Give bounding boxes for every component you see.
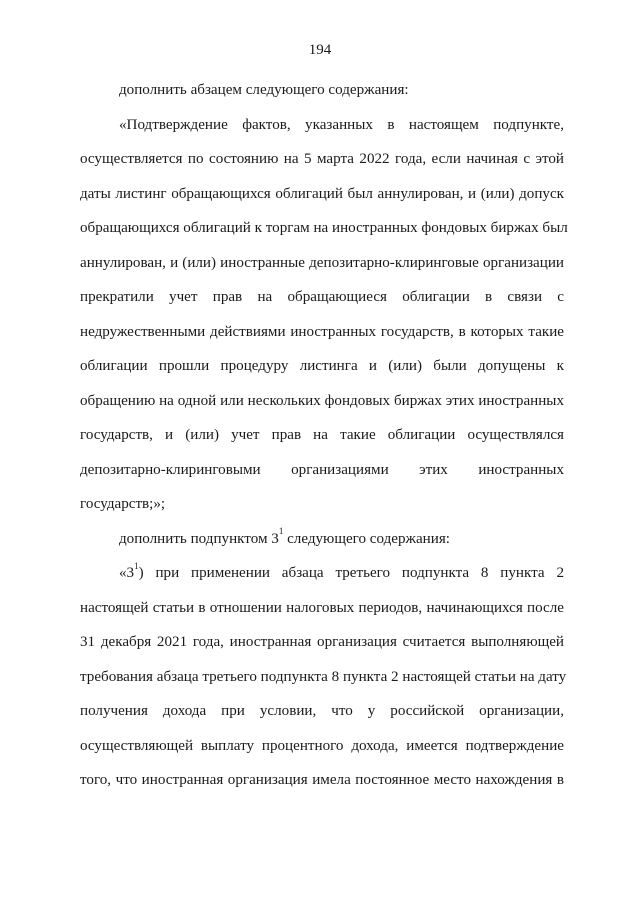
text-line: 31 декабря 2021 года, иностранная организация считается выполняющей bbox=[80, 634, 564, 650]
text-line: настоящей статьи в отношении налоговых периодов, начинающихся после bbox=[80, 599, 564, 616]
text-line: осуществляющей выплату процентного дохода, имеется подтверждение bbox=[80, 737, 564, 754]
text-line: осуществляется по состоянию на 5 марта 2022 года, если начиная с этой bbox=[80, 151, 564, 167]
text-segment: ) при применении абзаца третьего подпункта 8 пункта 2 bbox=[138, 565, 564, 581]
text-line: прекратили учет прав на обращающиеся облигации в связи с bbox=[80, 289, 564, 305]
text-line: обращающихся облигаций к торгам на иностранных фондовых биржах был bbox=[80, 220, 568, 236]
text-line: депозитарно-клиринговыми организациями этих иностранных bbox=[80, 461, 564, 478]
text-line: государств;»; bbox=[80, 496, 166, 512]
text-line: требования абзаца третьего подпункта 8 пункта 2 настоящей статьи на дату bbox=[80, 668, 567, 685]
text-line: получения дохода при условии, что у российской организации, bbox=[80, 703, 564, 719]
text-line: «Подтверждение фактов, указанных в настоящем подпункте, bbox=[119, 116, 564, 133]
text-line: обращению на одной или нескольких фондовых биржах этих иностранных bbox=[80, 392, 564, 409]
text-segment: дополнить подпунктом 3 bbox=[119, 530, 279, 547]
text-line: государств, и (или) учет прав на такие облигации осуществлялся bbox=[80, 427, 564, 443]
text-line bbox=[80, 522, 564, 557]
text-line: того, что иностранная организация имела постоянное место нахождения в bbox=[80, 772, 564, 788]
text-line: облигации прошли процедуру листинга и (или) были допущены к bbox=[80, 358, 564, 374]
text-line: дополнить абзацем следующего содержания: bbox=[119, 82, 409, 98]
text-segment: «3 bbox=[119, 565, 135, 581]
page-number: 194 bbox=[308, 42, 332, 58]
text-segment: следующего содержания: bbox=[283, 530, 450, 547]
text-line: аннулирован, и (или) иностранные депозитарно-клиринговые организации bbox=[80, 254, 564, 271]
body-text bbox=[80, 73, 568, 798]
superscript: 1 bbox=[278, 526, 284, 537]
superscript: 1 bbox=[134, 560, 139, 571]
text-line: недружественными действиями иностранных государств, в которых такие bbox=[80, 323, 564, 340]
text-line bbox=[80, 556, 564, 591]
text-line: даты листинг обращающихся облигаций был аннулирован, и (или) допуск bbox=[80, 185, 564, 202]
